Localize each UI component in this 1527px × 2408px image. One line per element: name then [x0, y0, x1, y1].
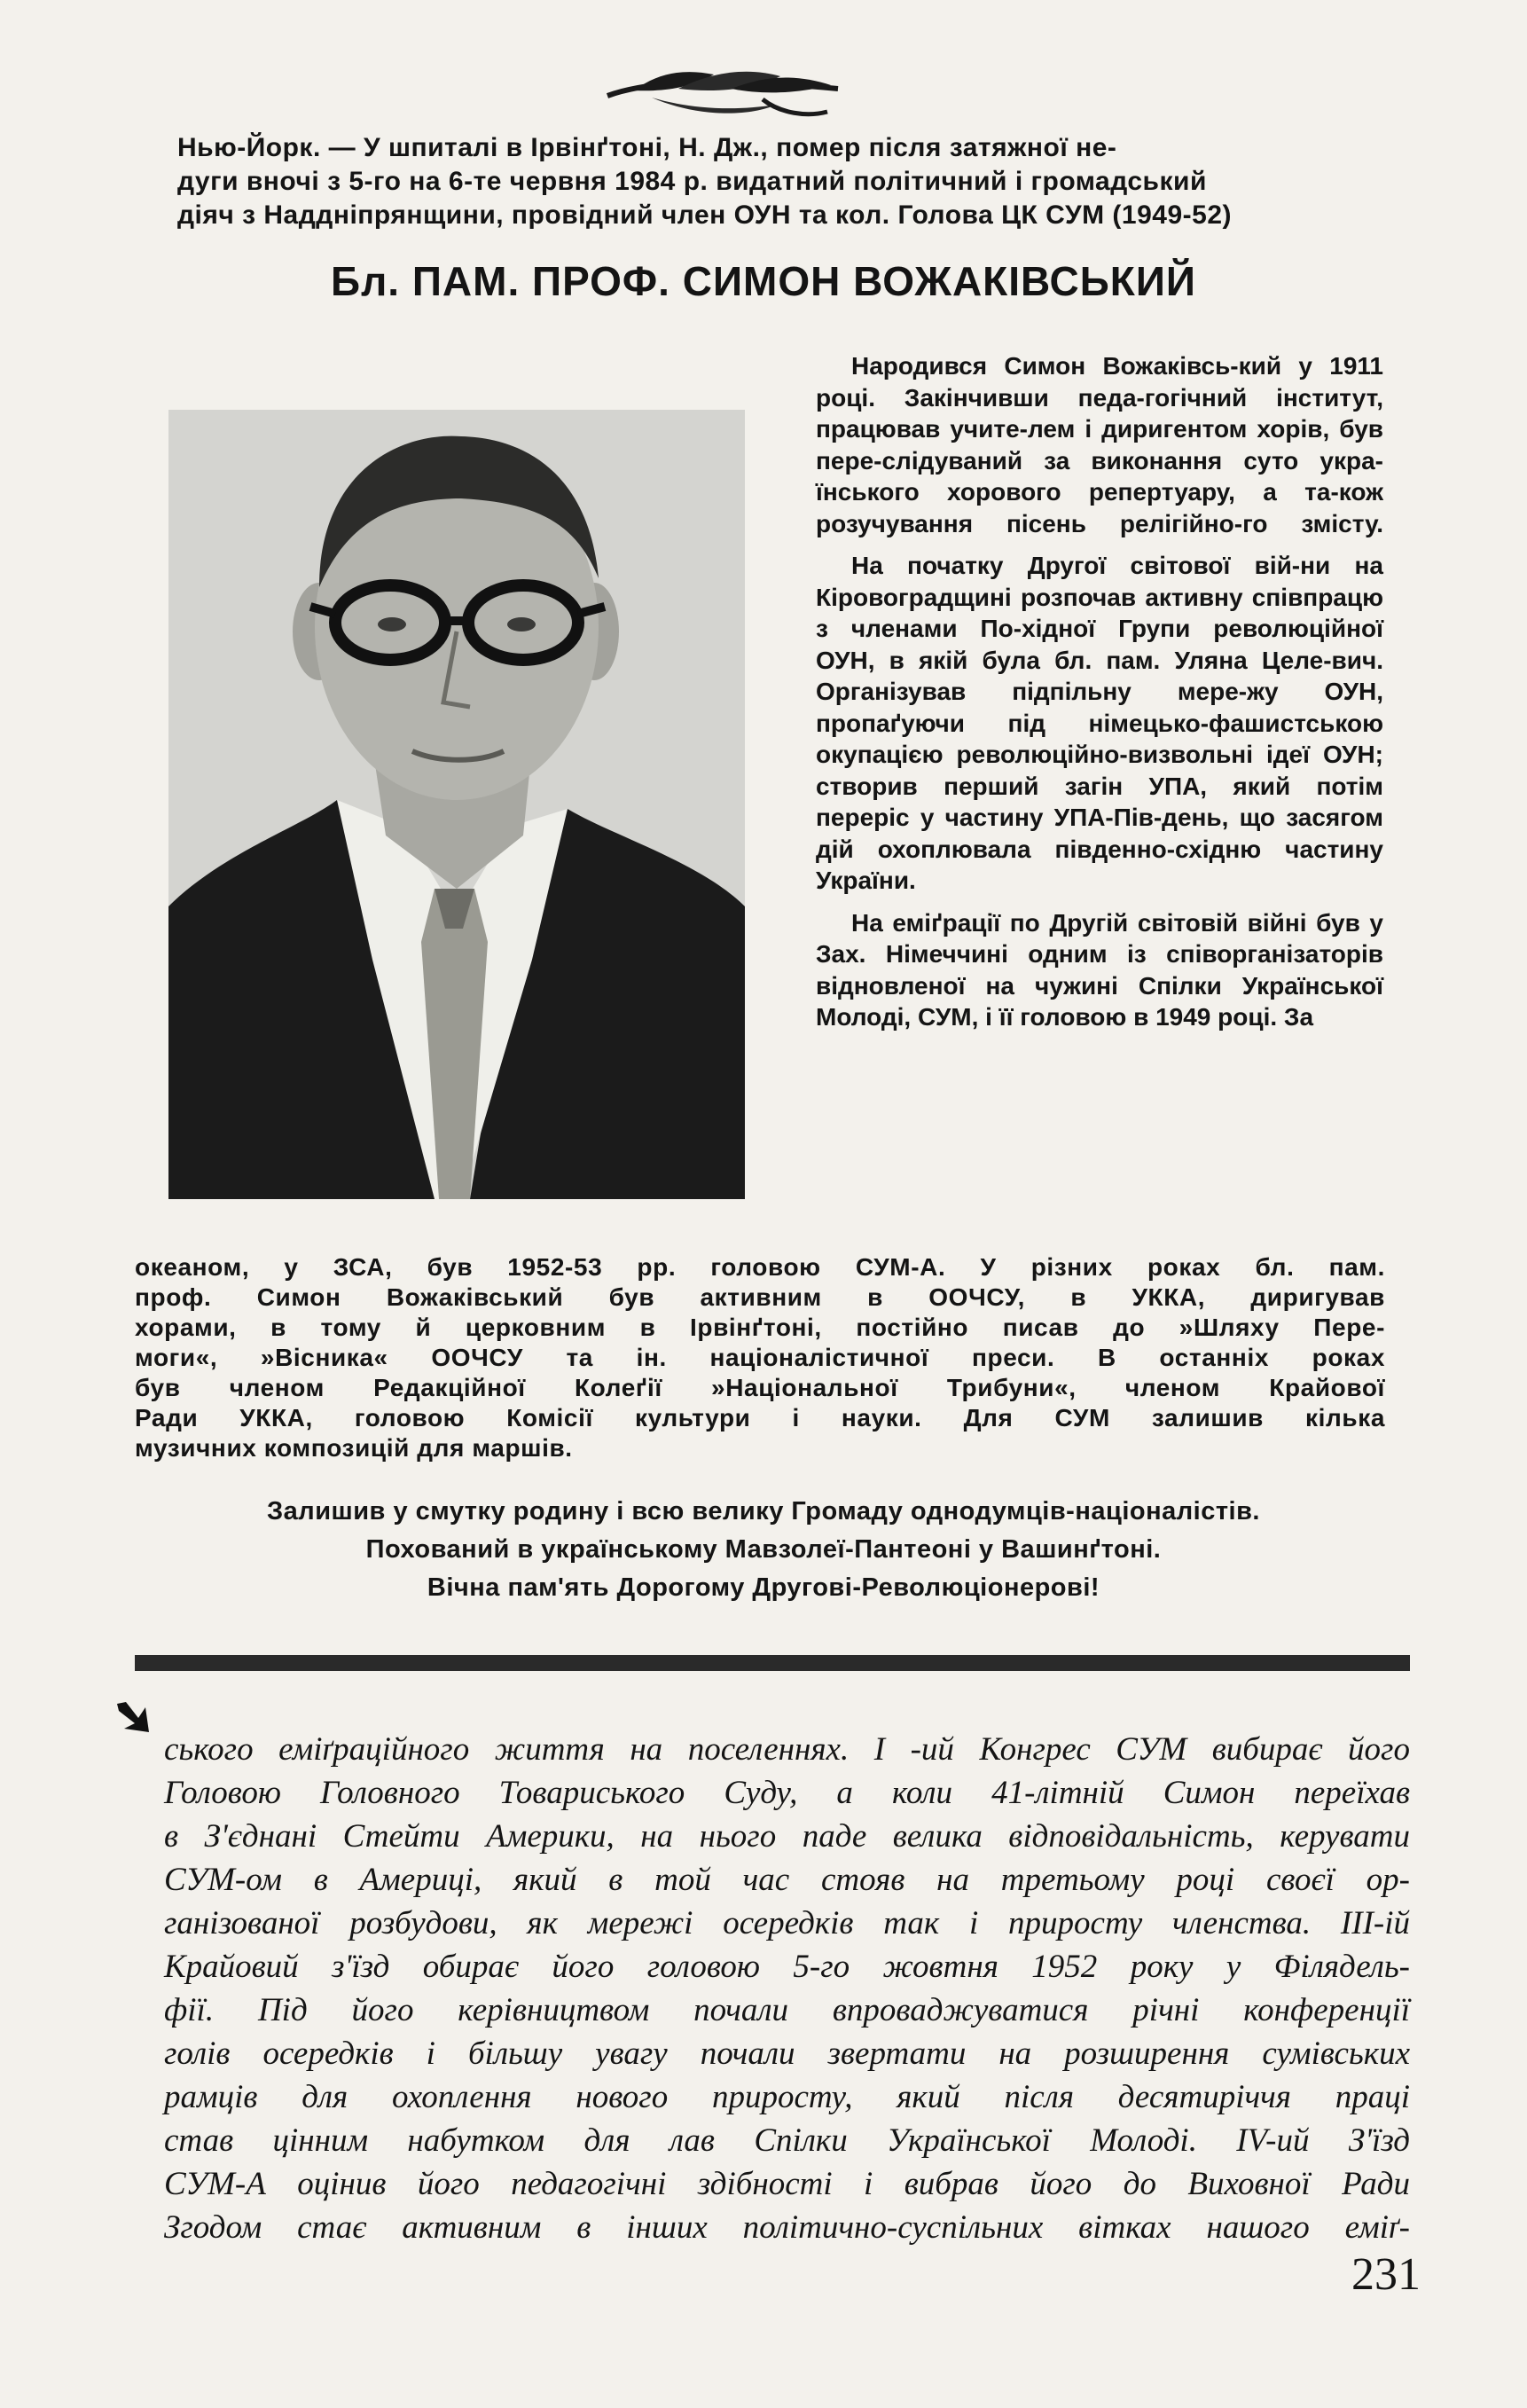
article-line: Крайовий з'їзд обирає його головою 5-го жовтня 1952 року у Філядель-: [164, 1949, 1410, 1985]
article-line: ського еміґраційного життя на поселеннях. І -ий Конгрес СУМ вибирає його: [164, 1731, 1410, 1768]
continuation-line: був членом Редакційної Колеґії »Національної Трибуни«, членом Крайової: [135, 1374, 1385, 1401]
article-line: ганізованої розбудови, як мережі осередків так і приросту членства. ІІІ-ій: [164, 1905, 1410, 1941]
closing-line: Залишив у смутку родину і всю велику Громаду однодумців-націоналістів.: [267, 1497, 1260, 1526]
continuation-line: моги«, »Вісника« ООЧСУ та ін. націоналістичної преси. В останніх роках: [135, 1344, 1385, 1371]
bio-paragraph-war: На початку Другої світової вій-ни на Кіровоградщині розпочав активну співпрацю з членами По-хідної Групи революційної ОУН, в якій була бл. пам. Уляна Целе-вич. Організував підпільну мере-жу ОУН, пропаґуючи під німецько-фашистською окупацією революційно-визвольні ідеї ОУН; створив перший загін УПА, який потім переріс у частину УПА-Пів-день, що засягом дій охоплювала південно-східню частину України.: [816, 552, 1383, 894]
continuation-line: проф. Симон Вожаківський був активним в ООЧСУ, в УККА, диригував: [135, 1283, 1385, 1311]
article-line: фії. Під його керівництвом почали впроваджуватися річні конференції: [164, 1992, 1410, 2028]
continuation-line: музичних композицій для маршів.: [135, 1434, 573, 1462]
closing-line: Вічна пам'ять Дорогому Другові-Революціонерові!: [427, 1573, 1100, 1602]
bio-paragraph-birth: Народився Симон Вожаківсь-кий у 1911 році. Закінчивши педа-гогічний інститут, працював учите-лем і диригентом хорів, був пере-слідуваний за виконання суто укра-їнського хорового репертуару, а та-кож розучування пісень релігійно-го змісту.: [816, 352, 1383, 537]
horizontal-divider: [135, 1655, 1410, 1671]
article-line: Головою Головного Товариського Суду, а коли 41-літній Симон переїхав: [164, 1775, 1410, 1811]
article-line: Згодом стає активним в інших політично-суспільних вітках нашого еміґ-: [164, 2209, 1410, 2246]
obituary-headline: Бл. ПАМ. ПРОФ. СИМОН ВОЖАКІВСЬКИЙ: [331, 258, 1196, 304]
article-line: голів осередків і більшу увагу почали звертати на розширення сумівських: [164, 2035, 1410, 2072]
article-line: в З'єднані Стейти Америки, на нього паде велика відповідальність, керувати: [164, 1818, 1410, 1855]
intro-paragraph: [177, 131, 1383, 232]
closing-block: [0, 1495, 1527, 1610]
arrow-mark-icon: [114, 1698, 151, 1736]
article-line: рамців для охоплення нового приросту, який після десятиріччя праці: [164, 2079, 1410, 2115]
article-line: СУМ-А оцінив його педагогічні здібності і вибрав його до Виховної Ради: [164, 2166, 1410, 2202]
bio-column: [816, 350, 1383, 1044]
intro-line: дуги вночі з 5-го на 6-те червня 1984 р. видатний політичний і громадський: [177, 167, 1207, 196]
continuation-line: океаном, у ЗСА, був 1952-53 рр. головою СУМ-А. У різних роках бл. пам.: [135, 1253, 1385, 1281]
italic-article-text: [164, 1728, 1410, 2249]
article-line: став цінним набутком для лав Спілки Української Молоді. IV-ий З'їзд: [164, 2122, 1410, 2159]
portrait-photo: [168, 410, 745, 1199]
continuation-line: хорами, в тому й церковним в Ірвінґтоні, постійно писав до »Шляху Пере-: [135, 1314, 1385, 1341]
intro-line: діяч з Наддніпрянщини, провідний член ОУН та кол. Голова ЦК СУМ (1949-52): [177, 200, 1233, 230]
bio-continuation: [135, 1252, 1385, 1463]
article-line: СУМ-ом в Америці, який в той час стояв на третьому році своєї ор-: [164, 1862, 1410, 1898]
continuation-line: Ради УККА, головою Комісії культури і науки. Для СУМ залишив кілька: [135, 1404, 1385, 1431]
intro-line: Нью-Йорк. — У шпиталі в Ірвінґтоні, Н. Дж., помер після затяжної не-: [177, 133, 1117, 162]
closing-line: Похований в українському Мавзолеї-Пантеоні у Вашинґтоні.: [365, 1535, 1162, 1564]
laurel-branch-ornament-icon: [599, 62, 847, 124]
page-number: 231: [1351, 2249, 1421, 2300]
bio-paragraph-emigration: На еміґрації по Другій світовій війні був у Зах. Німеччині одним із співорганізаторів відновленої на чужині Спілки Української Молоді, СУМ, і її головою в 1949 році. За: [816, 908, 1383, 1031]
